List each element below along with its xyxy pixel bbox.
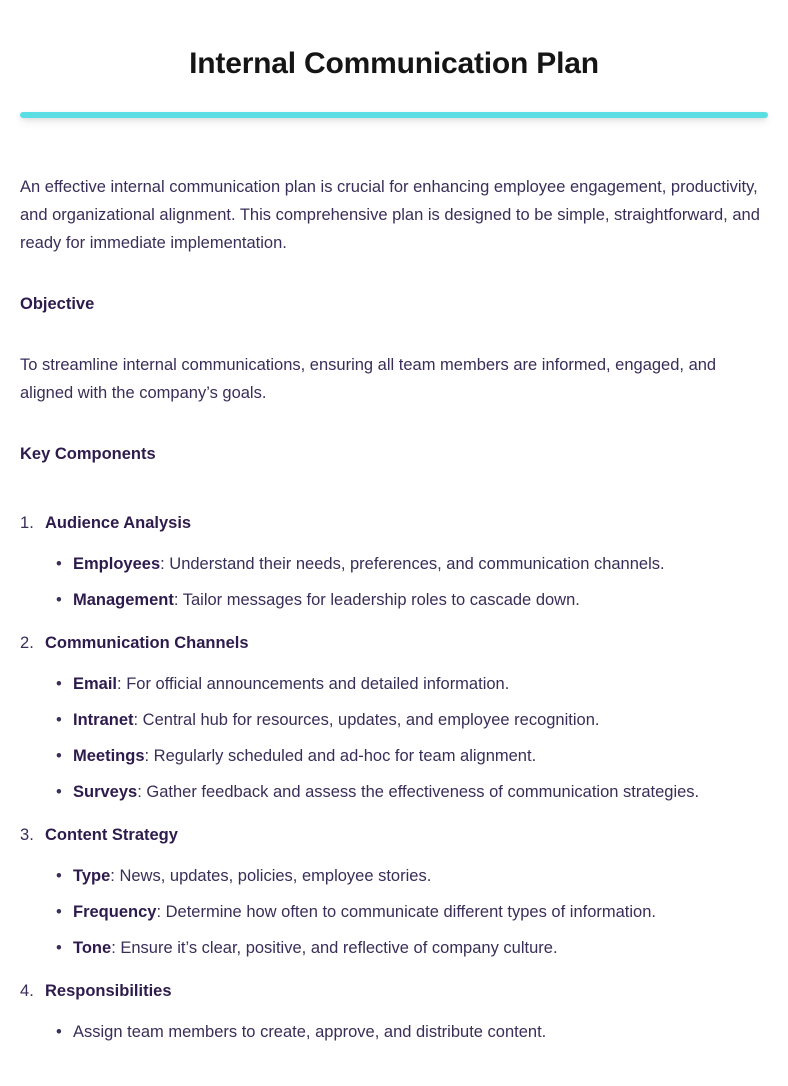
list-item — [45, 934, 768, 962]
key-component-title: Responsibilities — [45, 982, 172, 1000]
list-item-label: Management — [73, 591, 174, 609]
key-component-subitem-list — [45, 849, 768, 962]
objective-paragraph: To streamline internal communications, ensuring all team members are informed, engaged, and aligned with the company’s goals. — [20, 356, 717, 402]
list-item-label: Email — [73, 675, 118, 693]
list-item-text: Assign team members to create, approve, and distribute content. — [73, 1023, 547, 1041]
list-item-text: : Tailor messages for leadership roles to cascade down. — [173, 591, 580, 609]
key-components-list — [20, 468, 768, 1046]
key-component-subitem-list — [45, 657, 768, 806]
list-item — [45, 706, 768, 734]
list-item — [45, 778, 768, 806]
list-item-label: Surveys — [73, 783, 138, 801]
list-item-text: : Ensure it’s clear, positive, and reflective of company culture. — [111, 939, 558, 957]
list-item — [45, 550, 768, 578]
list-item-text: : News, updates, policies, employee stories. — [110, 867, 432, 885]
list-item-label: Meetings — [73, 747, 145, 765]
list-item-text: : For official announcements and detailed information. — [117, 675, 510, 693]
list-item — [45, 1018, 768, 1046]
list-item-text: : Central hub for resources, updates, and employee recognition. — [133, 711, 600, 729]
list-item-text: : Determine how often to communicate different types of information. — [156, 903, 656, 921]
key-component-item-1 — [20, 509, 768, 614]
list-item — [45, 742, 768, 770]
key-component-title: Audience Analysis — [45, 514, 192, 532]
key-component-item-4 — [20, 977, 768, 1046]
list-item-text: : Gather feedback and assess the effectiveness of communication strategies. — [137, 783, 700, 801]
key-component-title: Communication Channels — [45, 634, 249, 652]
key-component-subitem-list — [45, 1005, 768, 1046]
list-item-text: : Regularly scheduled and ad-hoc for team alignment. — [144, 747, 537, 765]
key-component-item-3 — [20, 821, 768, 962]
document-content — [0, 118, 788, 1086]
key-component-item-2 — [20, 629, 768, 806]
page-title: Internal Communication Plan — [189, 47, 599, 80]
list-item-label: Type — [73, 867, 111, 885]
key-component-title: Content Strategy — [45, 826, 178, 844]
list-item — [45, 586, 768, 614]
key-components-heading: Key Components — [20, 445, 156, 463]
intro-paragraph: An effective internal communication plan is crucial for enhancing employee engagement, productivity, and organizational alignment. This comprehensive plan is designed to be simple, straightforward, and ready for immediate implementation. — [20, 178, 760, 252]
list-item-label: Frequency — [73, 903, 157, 921]
list-item — [45, 898, 768, 926]
list-item-label: Employees — [73, 555, 161, 573]
list-item-label: Tone — [73, 939, 112, 957]
list-item-text: : Understand their needs, preferences, and communication channels. — [160, 555, 665, 573]
list-item — [45, 862, 768, 890]
key-component-subitem-list — [45, 537, 768, 614]
list-item-label: Intranet — [73, 711, 134, 729]
list-item — [45, 670, 768, 698]
objective-heading: Objective — [20, 295, 95, 313]
